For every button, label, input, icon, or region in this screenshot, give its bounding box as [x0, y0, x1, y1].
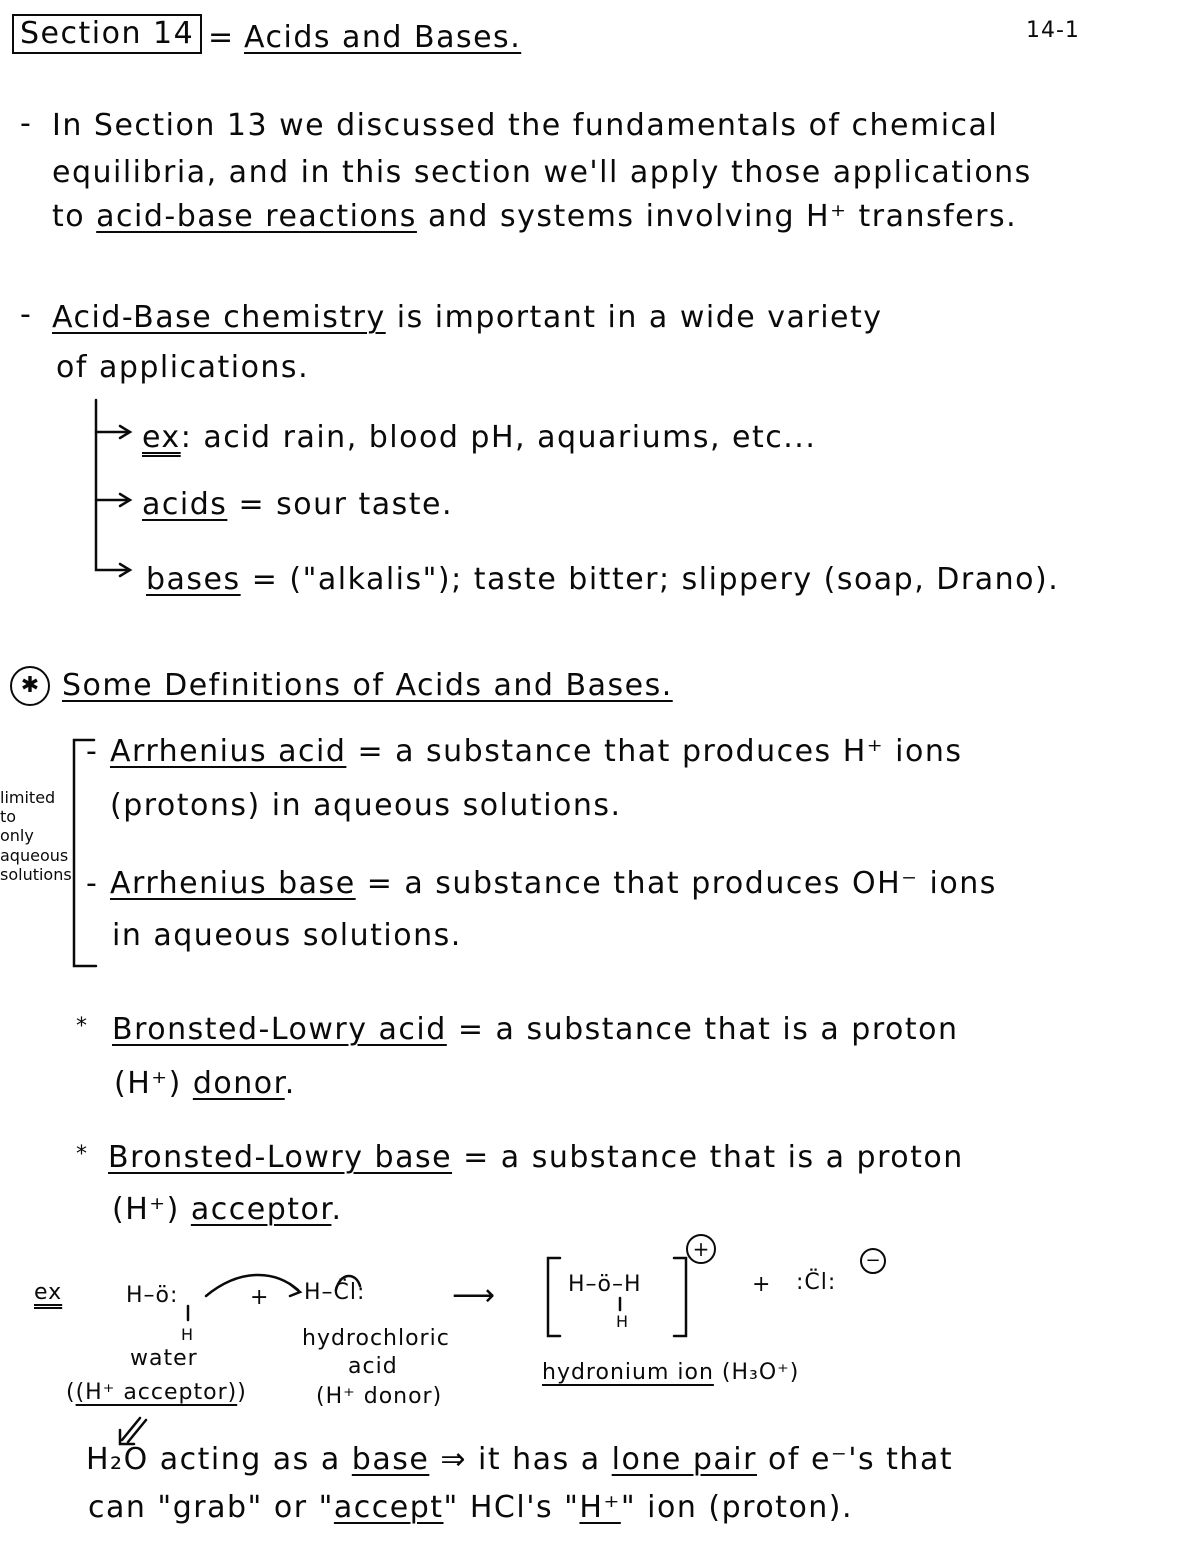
- arrhenius-acid-line-2: (protons) in aqueous solutions.: [110, 788, 622, 823]
- side-note-line: solutions: [0, 864, 72, 884]
- bond-break-arrow: [336, 1276, 360, 1290]
- bullet-dash: -: [86, 734, 99, 769]
- hydronium-hydrogen: H: [616, 1312, 629, 1331]
- hydronium-formula: (H₃O⁺): [721, 1360, 800, 1385]
- bl-acid-term: Bronsted-Lowry acid: [112, 1012, 447, 1047]
- intro-line-2: equilibria, and in this section we'll apply those applications: [52, 155, 1032, 190]
- ex-label: ex: [142, 420, 181, 455]
- bl-base-acceptor: acceptor: [190, 1192, 332, 1227]
- water-structure: H–ö:: [126, 1283, 179, 1308]
- arrow-head-icon: [290, 1284, 300, 1296]
- chloride-structure: :C̈l:: [796, 1270, 837, 1295]
- explain-lone-pair: lone pair: [611, 1442, 757, 1477]
- importance-line-2: of applications.: [56, 350, 310, 385]
- water-role: ((H⁺ acceptor)): [66, 1380, 247, 1405]
- hcl-structure: H–C̈l:: [304, 1280, 366, 1305]
- bullet-star: *: [76, 1142, 89, 1167]
- hydronium-structure: H–ö–H: [568, 1272, 642, 1297]
- bl-base-term: Bronsted-Lowry base: [108, 1140, 453, 1175]
- bases-label: bases: [146, 562, 241, 597]
- intro-line-3-post: and systems involving H⁺ transfers.: [427, 199, 1018, 234]
- arrhenius-acid-def: = a substance that produces H⁺ ions: [357, 734, 963, 769]
- arrhenius-base-def: = a substance that produces OH⁻ ions: [366, 866, 997, 901]
- intro-line-1: In Section 13 we discussed the fundamentals of chemical: [52, 108, 999, 143]
- bases-text: = ("alkalis"); taste bitter; slippery (soap, Drano).: [251, 562, 1060, 597]
- bl-base-h: (H⁺): [112, 1192, 180, 1227]
- side-note-line: aqueous: [0, 845, 69, 865]
- water-role-text: (H⁺ acceptor): [75, 1380, 238, 1405]
- explain-base: base: [351, 1442, 430, 1477]
- explain-text: " HCl's ": [443, 1490, 580, 1525]
- bl-acid-donor: donor: [192, 1066, 285, 1101]
- arrhenius-bracket: [74, 740, 99, 966]
- hcl-label-2: acid: [348, 1354, 398, 1379]
- explain-text: H₂O acting as a: [86, 1442, 341, 1477]
- hydronium-name: hydronium ion: [542, 1360, 714, 1385]
- lone-pair-arrow: [206, 1275, 298, 1296]
- title-separator: =: [208, 20, 235, 55]
- arrhenius-acid-term: Arrhenius acid: [110, 734, 347, 769]
- importance-line-1-rest: is important in a wide variety: [396, 300, 883, 335]
- bl-acid-def: = a substance that is a proton: [457, 1012, 959, 1047]
- plus-sign: +: [752, 1272, 772, 1297]
- star-circle-icon: ✱: [10, 666, 50, 706]
- positive-charge-icon: +: [686, 1234, 716, 1264]
- water-label: water: [130, 1346, 198, 1371]
- bullet-star: *: [76, 1014, 89, 1039]
- acids-label: acids: [142, 487, 228, 522]
- intro-line-3-pre: to: [52, 199, 86, 234]
- side-note-line: only: [0, 826, 34, 846]
- reaction-arrow: ⟶: [452, 1278, 497, 1313]
- page-title: Acids and Bases.: [244, 20, 522, 55]
- bl-base-def: = a substance that is a proton: [463, 1140, 964, 1175]
- bl-acid-h: (H⁺): [114, 1066, 182, 1101]
- plus-sign: +: [250, 1285, 270, 1310]
- explain-h-plus: H⁺: [579, 1490, 621, 1525]
- intro-acid-base-reactions: acid-base reactions: [96, 199, 417, 234]
- example-label: ex: [34, 1280, 63, 1305]
- acids-text: = sour taste.: [238, 487, 454, 522]
- explain-accept: accept: [333, 1490, 444, 1525]
- hydronium-right-bracket: [674, 1258, 686, 1336]
- arrhenius-base-line-2: in aqueous solutions.: [112, 918, 462, 953]
- bullet-dash: -: [86, 866, 99, 901]
- explain-text: ⇒ it has a: [440, 1442, 601, 1477]
- acid-base-chemistry-term: Acid-Base chemistry: [52, 300, 386, 335]
- explain-text: of e⁻'s that: [768, 1442, 954, 1477]
- definitions-heading: Some Definitions of Acids and Bases.: [62, 668, 673, 703]
- hcl-role: (H⁺ donor): [316, 1384, 443, 1409]
- bl-base-period: .: [331, 1192, 343, 1227]
- hcl-label-1: hydrochloric: [302, 1326, 450, 1351]
- bullet-dash: -: [20, 106, 33, 141]
- hydronium-left-bracket: [548, 1258, 560, 1336]
- ex-text: : acid rain, blood pH, aquariums, etc...: [180, 420, 817, 455]
- bullet-dash: -: [20, 297, 33, 332]
- negative-charge-icon: −: [860, 1248, 886, 1274]
- page-number: 14-1: [1026, 18, 1080, 43]
- explain-text: can "grab" or ": [88, 1490, 334, 1525]
- side-note-line: limited: [0, 788, 56, 807]
- water-hydrogen: H: [181, 1325, 194, 1344]
- side-note-line: to: [0, 807, 17, 827]
- explain-text: " ion (proton).: [620, 1490, 854, 1525]
- bl-acid-period: .: [284, 1066, 296, 1101]
- section-label: Section 14: [12, 14, 202, 54]
- arrhenius-base-term: Arrhenius base: [110, 866, 356, 901]
